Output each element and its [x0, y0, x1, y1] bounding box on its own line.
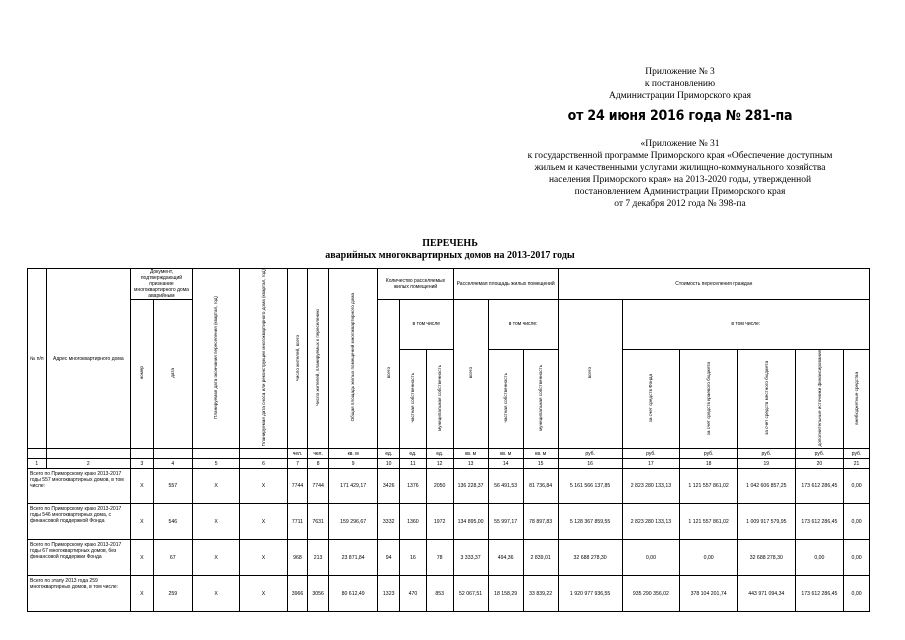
appendix31-header	[490, 138, 870, 210]
column-index-cell: 10	[378, 459, 400, 469]
header-cost-additional	[795, 349, 843, 448]
header-total-area-text: Общая площадь жилых помещений многоквартирного дома	[350, 293, 356, 422]
table-cell: 470	[400, 576, 427, 612]
table-cell: 3426	[378, 469, 400, 504]
appendix31-line: населения Приморского края» на 2013-2020 годы, утвержденной	[548, 175, 812, 185]
table-cell: 2 823 280 133,13	[622, 504, 680, 540]
table-cell: 443 971 094,34	[737, 576, 795, 612]
table-cell: 32 688 278,30	[737, 540, 795, 576]
header-residents-planned	[308, 269, 329, 449]
table-cell: 7744	[308, 469, 329, 504]
table-cell: 33 839,22	[523, 576, 558, 612]
column-index-cell: 16	[558, 459, 622, 469]
unit-cell: кв. м	[523, 449, 558, 459]
header-area-private-text: частная собственность	[502, 373, 508, 423]
unit-cell	[46, 449, 131, 459]
unit-cell: руб.	[737, 449, 795, 459]
table-cell: 557	[153, 469, 192, 504]
table-cell: 0,00	[795, 540, 843, 576]
header-cost-extra	[844, 349, 870, 448]
table-cell: 0,00	[844, 540, 870, 576]
table-cell: 2 823 280 133,13	[622, 469, 680, 504]
header-area-incl: в том числе:	[488, 300, 558, 350]
table-cell: 173 612 286,45	[795, 504, 843, 540]
title-line: аварийных многоквартирных домов на 2013-2017 годы	[325, 250, 575, 261]
table-cell: X	[131, 469, 154, 504]
document-title	[250, 238, 650, 262]
header-cost-total-text: всего	[587, 367, 593, 379]
header-cost-total	[558, 300, 622, 449]
table-cell: 1 121 557 861,02	[680, 469, 738, 504]
table-cell: X	[240, 504, 287, 540]
table-cell: 1 121 557 861,02	[680, 504, 738, 540]
header-count-total	[378, 300, 400, 449]
header-address: Адрес многоквартирного дома	[46, 269, 131, 449]
unit-cell: чел.	[287, 449, 308, 459]
header-doc-date-text: дата	[170, 368, 176, 379]
table-cell: 173 612 286,45	[795, 576, 843, 612]
column-index-cell: 3	[131, 459, 154, 469]
header-cost-fund-text: за счет средств Фонда	[648, 373, 654, 423]
table-cell: X	[192, 504, 239, 540]
table-body	[28, 469, 870, 612]
table-cell: 378 104 201,74	[680, 576, 738, 612]
table-cell: 1 042 606 857,25	[737, 469, 795, 504]
table-row	[28, 504, 870, 540]
header-cost-incl: в том числе:	[622, 300, 869, 350]
header-planned-demolish-text: Планируемая дата сноса или реконструкции многоквартирного дома (квартал, год)	[260, 269, 266, 447]
unit-cell	[192, 449, 239, 459]
header-planned-end-text: Планируемая дата окончания переселения (квартал, год)	[213, 296, 219, 420]
units-row	[28, 449, 870, 459]
table-cell: X	[240, 576, 287, 612]
header-area-municipal	[523, 349, 558, 448]
unit-cell: ед.	[400, 449, 427, 459]
appendix-line: Приложение № 3	[645, 67, 715, 77]
header-residents	[287, 269, 308, 449]
table-cell: X	[192, 540, 239, 576]
table-cell: 853	[426, 576, 453, 612]
table-cell: 78 897,83	[523, 504, 558, 540]
table-cell: 5 161 566 137,85	[558, 469, 622, 504]
appendix-line: к постановлению	[644, 79, 716, 89]
table-cell: 134 895,00	[453, 504, 488, 540]
appendix31-line: постановлением Администрации Приморского края	[574, 187, 786, 197]
row-label: Всего по Приморскому краю 2013-2017 годы 67 многоквартирных домов, без финансовой поддержки Фонда	[28, 540, 131, 576]
unit-cell: кв. м	[328, 449, 377, 459]
header-document: Документ, подтверждающий признание многоквартирного дома аварийным	[131, 269, 193, 300]
column-index-cell: 18	[680, 459, 738, 469]
header-count-municipal	[426, 349, 453, 448]
table-cell: 159 296,67	[328, 504, 377, 540]
table-cell: 968	[287, 540, 308, 576]
header-cost-regional-text: за счет средств краевого бюджета	[705, 361, 711, 435]
table-cell: 171 429,17	[328, 469, 377, 504]
table-cell: 1323	[378, 576, 400, 612]
table-cell: 0,00	[844, 576, 870, 612]
header-area-municipal-text: муниципальная собственность	[537, 365, 543, 432]
header-area-total	[453, 300, 488, 449]
column-index-cell: 20	[795, 459, 843, 469]
table-cell: 136 228,37	[453, 469, 488, 504]
appendix31-line: жильем и качественными услугами жилищно-коммунального хозяйства	[534, 163, 826, 173]
column-index-cell: 5	[192, 459, 239, 469]
table-cell: 56 491,53	[488, 469, 523, 504]
column-index-cell: 8	[308, 459, 329, 469]
header-cost-group: Стоимость переселения граждан	[558, 269, 869, 300]
header-area-total-text: всего	[467, 367, 473, 379]
column-index-cell: 21	[844, 459, 870, 469]
header-residents-planned-text: Число жителей, планируемых к переселению	[315, 309, 321, 407]
table-cell: X	[131, 540, 154, 576]
table-cell: 52 067,51	[453, 576, 488, 612]
unit-cell	[153, 449, 192, 459]
table-cell: 1376	[400, 469, 427, 504]
header-doc-date	[153, 300, 192, 449]
table-cell: 2050	[426, 469, 453, 504]
table-row	[28, 540, 870, 576]
unit-cell: ед.	[426, 449, 453, 459]
header-cost-additional-text: дополнительные источники финансирования	[816, 349, 822, 447]
unit-cell: руб.	[558, 449, 622, 459]
appendix31-line: от 7 декабря 2012 года № 398-па	[614, 199, 746, 209]
table-cell: 2 839,01	[523, 540, 558, 576]
table-cell: X	[131, 504, 154, 540]
unit-cell: кв. м	[453, 449, 488, 459]
header-count-private-text: частная собственность	[410, 373, 416, 423]
column-index-cell: 2	[46, 459, 131, 469]
appendix31-line: «Приложение № 31	[640, 139, 720, 149]
table-cell: X	[240, 469, 287, 504]
table-cell: 32 688 278,30	[558, 540, 622, 576]
table-cell: 1 009 917 579,95	[737, 504, 795, 540]
row-label: Всего по Приморскому краю 2013-2017 годы 557 многоквартирных домов, в том числе:	[28, 469, 131, 504]
column-index-cell: 13	[453, 459, 488, 469]
table-cell: 0,00	[844, 504, 870, 540]
unit-cell: руб.	[795, 449, 843, 459]
column-index-cell: 15	[523, 459, 558, 469]
table-cell: 0,00	[844, 469, 870, 504]
column-index-cell: 4	[153, 459, 192, 469]
unit-cell: руб.	[844, 449, 870, 459]
header-total-area	[328, 269, 377, 449]
table-cell: 7631	[308, 504, 329, 540]
table-cell: 81 736,84	[523, 469, 558, 504]
header-num: № п/п	[28, 269, 47, 449]
unit-cell: ед.	[378, 449, 400, 459]
table-cell: 1360	[400, 504, 427, 540]
table-cell: 1 920 977 936,55	[558, 576, 622, 612]
column-index-cell: 11	[400, 459, 427, 469]
table-cell: X	[131, 576, 154, 612]
unit-cell	[240, 449, 287, 459]
appendix-line: Администрации Приморского края	[608, 91, 752, 101]
header-cost-extra-text: внебюджетные средства	[853, 371, 859, 425]
header-cost-local	[737, 349, 795, 448]
table-cell: 3 333,37	[453, 540, 488, 576]
header-planned-end	[192, 269, 239, 449]
table-cell: 259	[153, 576, 192, 612]
table-cell: 0,00	[680, 540, 738, 576]
table-cell: 94	[378, 540, 400, 576]
table-cell: 7711	[287, 504, 308, 540]
table-cell: 494,36	[488, 540, 523, 576]
header-cost-fund	[622, 349, 680, 448]
table-cell: 213	[308, 540, 329, 576]
header-count-total-text: всего	[385, 367, 391, 379]
table-cell: 173 612 286,45	[795, 469, 843, 504]
column-index-cell: 1	[28, 459, 47, 469]
column-index-cell: 6	[240, 459, 287, 469]
table-cell: X	[192, 576, 239, 612]
table-cell: 5 128 367 859,55	[558, 504, 622, 540]
table-cell: 1972	[426, 504, 453, 540]
unit-cell: чел.	[308, 449, 329, 459]
header-doc-number	[131, 300, 154, 449]
houses-table	[27, 268, 870, 612]
table-row	[28, 469, 870, 504]
header-count-group: Количество расселяемых жилых помещений	[378, 269, 453, 300]
header-cost-local-text: за счет средств местного бюджета	[763, 361, 769, 436]
table-cell: X	[240, 540, 287, 576]
table-cell: 7744	[287, 469, 308, 504]
table-cell: 3056	[308, 576, 329, 612]
column-index-cell: 17	[622, 459, 680, 469]
column-index-cell: 9	[328, 459, 377, 469]
unit-cell: кв. м	[488, 449, 523, 459]
header-doc-number-text: номер	[139, 366, 145, 380]
unit-cell: руб.	[680, 449, 738, 459]
table-cell: 18 158,29	[488, 576, 523, 612]
table-cell: 55 997,17	[488, 504, 523, 540]
header-count-incl: в том числе	[400, 300, 454, 350]
table-cell: 546	[153, 504, 192, 540]
row-label: Всего по этапу 2013 года 259 многоквартирных домов, в том числе:	[28, 576, 131, 612]
decree-date: от 24 июня 2016 года № 281-па	[567, 108, 793, 124]
column-index-cell: 7	[287, 459, 308, 469]
table-cell: 80 612,49	[328, 576, 377, 612]
index-row	[28, 459, 870, 469]
table-cell: 16	[400, 540, 427, 576]
header-area-group: Расселяемая площадь жилых помещений	[453, 269, 558, 300]
appendix-header	[540, 66, 820, 102]
table-cell: 935 290 356,02	[622, 576, 680, 612]
header-count-municipal-text: муниципальная собственность	[436, 365, 442, 432]
table-row	[28, 576, 870, 612]
column-index-cell: 14	[488, 459, 523, 469]
unit-cell: руб.	[622, 449, 680, 459]
appendix31-line: к государственной программе Приморского края «Обеспечение доступным	[527, 151, 833, 161]
table-cell: 3966	[287, 576, 308, 612]
column-index-cell: 19	[737, 459, 795, 469]
table-cell: 0,00	[622, 540, 680, 576]
header-planned-demolish	[240, 269, 287, 449]
column-index-cell: 12	[426, 459, 453, 469]
table-cell: 67	[153, 540, 192, 576]
unit-cell	[28, 449, 47, 459]
row-label: Всего по Приморскому краю 2013-2017 годы 546 многоквартирных дома, с финансовой поддержкой Фонда	[28, 504, 131, 540]
table-cell: X	[192, 469, 239, 504]
header-cost-regional	[680, 349, 738, 448]
table-cell: 78	[426, 540, 453, 576]
table-cell: 23 871,84	[328, 540, 377, 576]
table-cell: 3332	[378, 504, 400, 540]
header-area-private	[488, 349, 523, 448]
title-line: ПЕРЕЧЕНЬ	[422, 238, 478, 249]
unit-cell	[131, 449, 154, 459]
header-residents-text: Число жителей, всего	[294, 334, 300, 381]
header-count-private	[400, 349, 427, 448]
